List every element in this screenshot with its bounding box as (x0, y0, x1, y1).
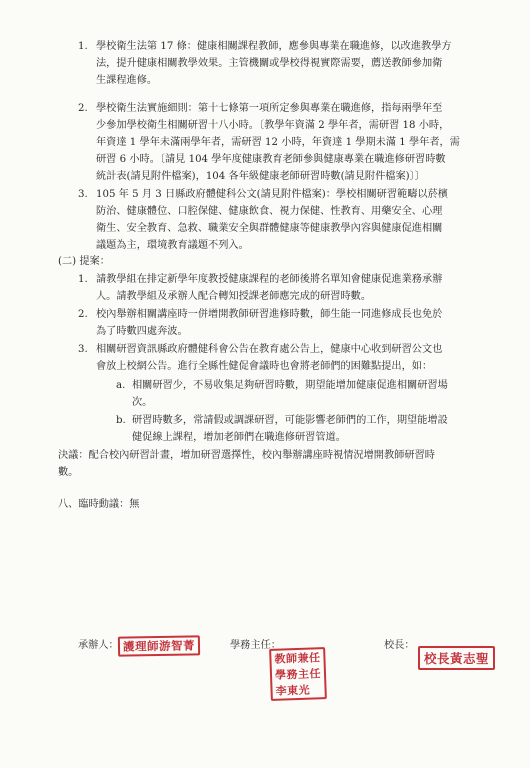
director-seal-title-bottom: 學務主任 (274, 667, 322, 682)
item-line: 人。請教學組及承辦人配合轉知授課老師應完成的研習時數。 (96, 291, 372, 302)
item-line: 少參加學校衛生相關研習十八小時。〔教學年資滿 2 學年者，需研習 18 小時， (96, 120, 450, 131)
item-line: 會放上校網公告。進行全縣性健促會議時也會將老師們的困難點提出，如： (96, 361, 433, 372)
item-line: 相關研習少，不易收集足夠研習時數，期望能增加健康促進相關研習場 (132, 380, 448, 391)
organizer-seal (118, 635, 200, 656)
resolution-line: 決議：配合校內研習計畫，增加研習選擇性，校內舉辦講座時視情況增開教師研習時 (58, 450, 435, 461)
principal-seal (418, 646, 495, 670)
extempore-motion: 八、臨時動議：無 (58, 499, 140, 510)
principal-seal-text: 校長黃志聖 (424, 651, 490, 666)
item-line: 統計表(請見附件檔案)，104 各年級健康老師研習時數(請見附件檔案)〕〕 (96, 171, 425, 182)
item-line: 次。 (132, 397, 153, 408)
item-line: 相關研習資訊縣政府體健科會公告在教育處公告上，健康中心收到研習公文也 (96, 344, 443, 355)
item-line: 法，提升健康相關教學效果。主管機關或學校得視實際需要，薦送教師參加衛 (96, 58, 443, 69)
item-number: 3. (78, 344, 88, 355)
director-seal-title-top: 教師兼任 (274, 651, 321, 666)
resolution-line: 數。 (58, 467, 79, 478)
subitem-letter: a. (116, 380, 126, 391)
item-number: 2. (78, 103, 88, 114)
item-line: 校內舉辦相關講座時一併增開教師研習進修時數，師生能一同進修成長也免於 (96, 309, 443, 320)
item-line: 健促線上課程，增加老師們在職進修研習管道。 (132, 432, 346, 443)
item-line: 年資達 1 學年未滿兩學年者，需研習 12 小時，年資達 1 學期未滿 1 學年者，需 (96, 137, 460, 148)
item-line: 研習時數多，常請假或調課研習，可能影響老師們的工作，期望能增設 (132, 415, 448, 426)
item-number: 3. (78, 189, 88, 200)
director-label: 學務主任： (230, 640, 281, 651)
item-number: 2. (78, 309, 88, 320)
item-line: 研習 6 小時。〔請見 104 學年度健康教育老師參與健康專業在職進修研習時數 (96, 154, 446, 165)
item-number: 1. (78, 274, 88, 285)
principal-label: 校長： (384, 640, 415, 651)
item-line: 105 年 5 月 3 日縣政府體健科公文(請見附件檔案)：學校相關研習範疇以菸檳 (96, 189, 448, 200)
proposal-heading: (二) 提案： (58, 256, 110, 267)
item-number: 1. (78, 41, 88, 52)
item-line: 為了時數四處奔波。 (96, 326, 188, 337)
item-line: 學校衛生法實施細則：第十七條第一項所定參與專業在職進修，指每兩學年至 (96, 103, 443, 114)
director-seal (269, 647, 327, 701)
item-line: 生課程進修。 (96, 75, 158, 86)
subitem-letter: b. (116, 415, 126, 426)
item-line: 議題為主，環境教育議題不列入。 (96, 240, 249, 251)
item-line: 防治、健康體位、口腔保健、健康飲食、視力保健、性教育、用藥安全、心理 (96, 206, 443, 217)
organizer-label: 承辦人： (78, 640, 119, 651)
item-line: 學校衛生法第 17 條：健康相關課程教師，應參與專業在職進修，以改進教學方 (96, 41, 452, 52)
item-line: 衛生、安全教育、急救、職業安全與群體健康等健康教學內容與健康促進相關 (96, 223, 443, 234)
item-line: 請教學組在排定新學年度教授健康課程的老師後將名單知會健康促進業務承辦 (96, 274, 443, 285)
director-seal-name: 李東光 (275, 683, 311, 698)
organizer-seal-text: 護理師游智菁 (122, 638, 196, 654)
